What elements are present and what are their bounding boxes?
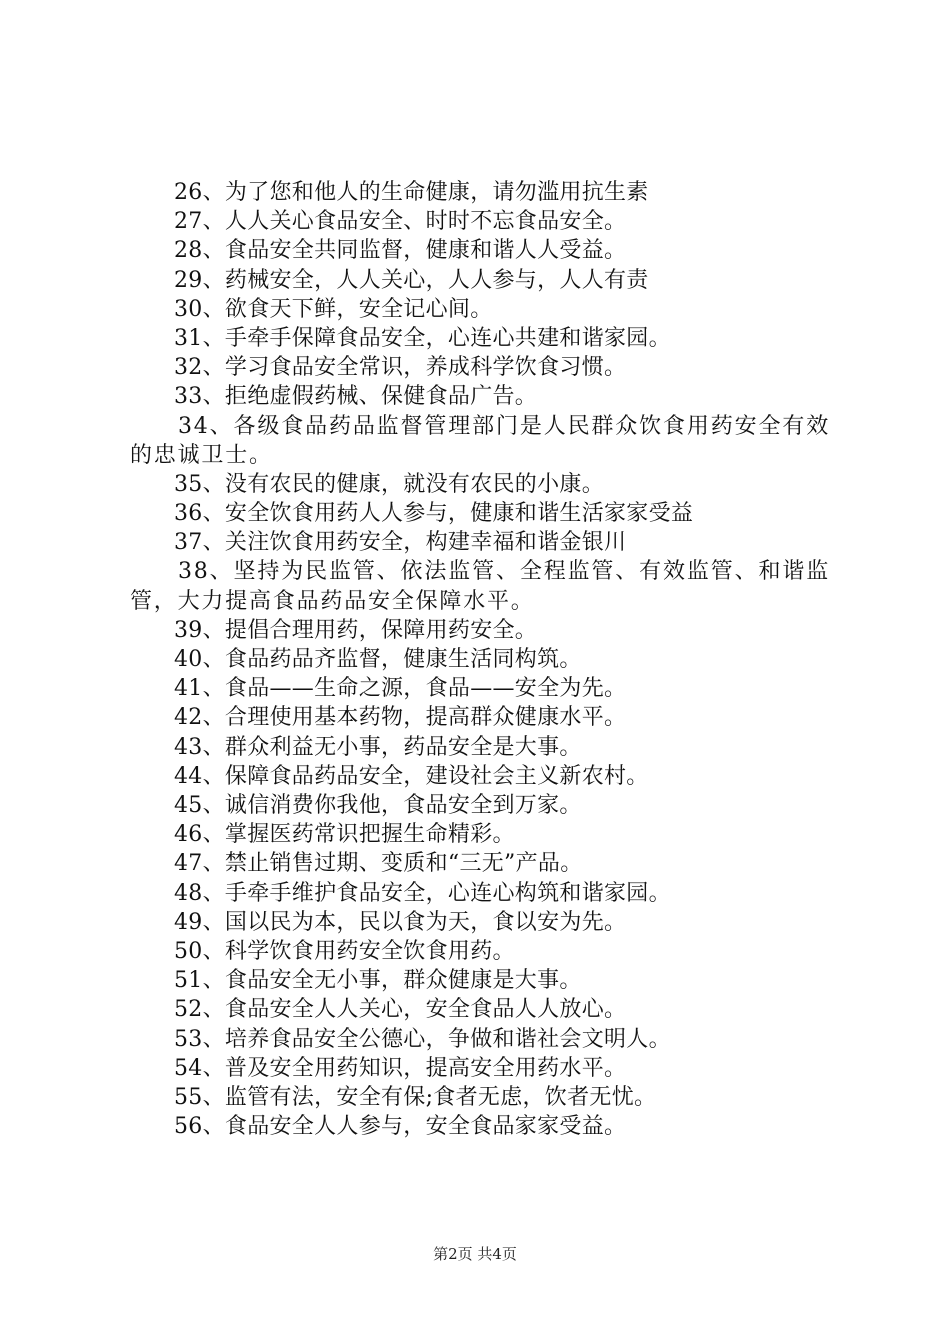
slogan-item: 44、保障食品药品安全，建设社会主义新农村。 bbox=[174, 763, 649, 789]
slogan-item: 46、掌握医药常识把握生命精彩。 bbox=[174, 822, 515, 848]
slogan-item: 48、手牵手维护食品安全，心连心构筑和谐家园。 bbox=[174, 880, 671, 906]
slogan-item: 39、提倡合理用药，保障用药安全。 bbox=[174, 617, 538, 643]
slogan-item: 31、手牵手保障食品安全，心连心共建和谐家园。 bbox=[174, 325, 671, 351]
slogan-item: 52、食品安全人人关心，安全食品人人放心。 bbox=[174, 997, 627, 1023]
slogan-item: 26、为了您和他人的生命健康，请勿滥用抗生素 bbox=[174, 180, 649, 205]
slogan-item: 37、关注饮食用药安全，构建幸福和谐金银川 bbox=[174, 530, 627, 556]
slogan-item: 56、食品安全人人参与，安全食品家家受益。 bbox=[174, 1114, 627, 1140]
slogan-item: 42、合理使用基本药物，提高群众健康水平。 bbox=[174, 705, 627, 731]
slogan-list bbox=[130, 178, 830, 1141]
slogan-item: 55、监管有法，安全有保;食者无虑，饮者无忧。 bbox=[174, 1084, 657, 1110]
slogan-item: 30、欲食天下鲜，安全记心间。 bbox=[174, 296, 493, 322]
slogan-item: 45、诚信消费你我他，食品安全到万家。 bbox=[174, 793, 582, 818]
slogan-item: 34、各级食品药品监督管理部门是人民群众饮食用药安全有效的忠诚卫士。 bbox=[130, 413, 830, 468]
slogan-item: 36、安全饮食用药人人参与，健康和谐生活家家受益 bbox=[174, 501, 694, 527]
slogan-item: 53、培养食品安全公德心，争做和谐社会文明人。 bbox=[174, 1026, 671, 1052]
slogan-item: 43、群众利益无小事，药品安全是大事。 bbox=[174, 734, 582, 760]
page-footer: 第2页 共4页 bbox=[433, 1245, 517, 1263]
slogan-item: 40、食品药品齐监督，健康生活同构筑。 bbox=[174, 647, 582, 673]
slogan-item: 50、科学饮食用药安全饮食用药。 bbox=[174, 938, 515, 964]
slogan-item: 27、人人关心食品安全、时时不忘食品安全。 bbox=[174, 209, 627, 235]
slogan-item: 47、禁止销售过期、变质和“三无”产品。 bbox=[174, 851, 583, 877]
slogan-item: 33、拒绝虚假药械、保健食品广告。 bbox=[174, 384, 538, 410]
slogan-item: 41、食品——生命之源，食品——安全为先。 bbox=[174, 676, 627, 702]
slogan-item: 38、坚持为民监管、依法监管、全程监管、有效监管、和谐监管，大力提高食品药品安全保障水平。 bbox=[130, 559, 830, 614]
slogan-item: 35、没有农民的健康，就没有农民的小康。 bbox=[174, 471, 604, 497]
slogan-item: 28、食品安全共同监督，健康和谐人人受益。 bbox=[174, 238, 627, 264]
slogan-item: 54、普及安全用药知识，提高安全用药水平。 bbox=[174, 1055, 627, 1081]
slogan-item: 49、国以民为本，民以食为天，食以安为先。 bbox=[174, 909, 627, 935]
slogan-item: 51、食品安全无小事，群众健康是大事。 bbox=[174, 968, 582, 994]
slogan-item: 32、学习食品安全常识，养成科学饮食习惯。 bbox=[174, 355, 627, 381]
slogan-item: 29、药械安全，人人关心，人人参与，人人有责 bbox=[174, 267, 649, 293]
